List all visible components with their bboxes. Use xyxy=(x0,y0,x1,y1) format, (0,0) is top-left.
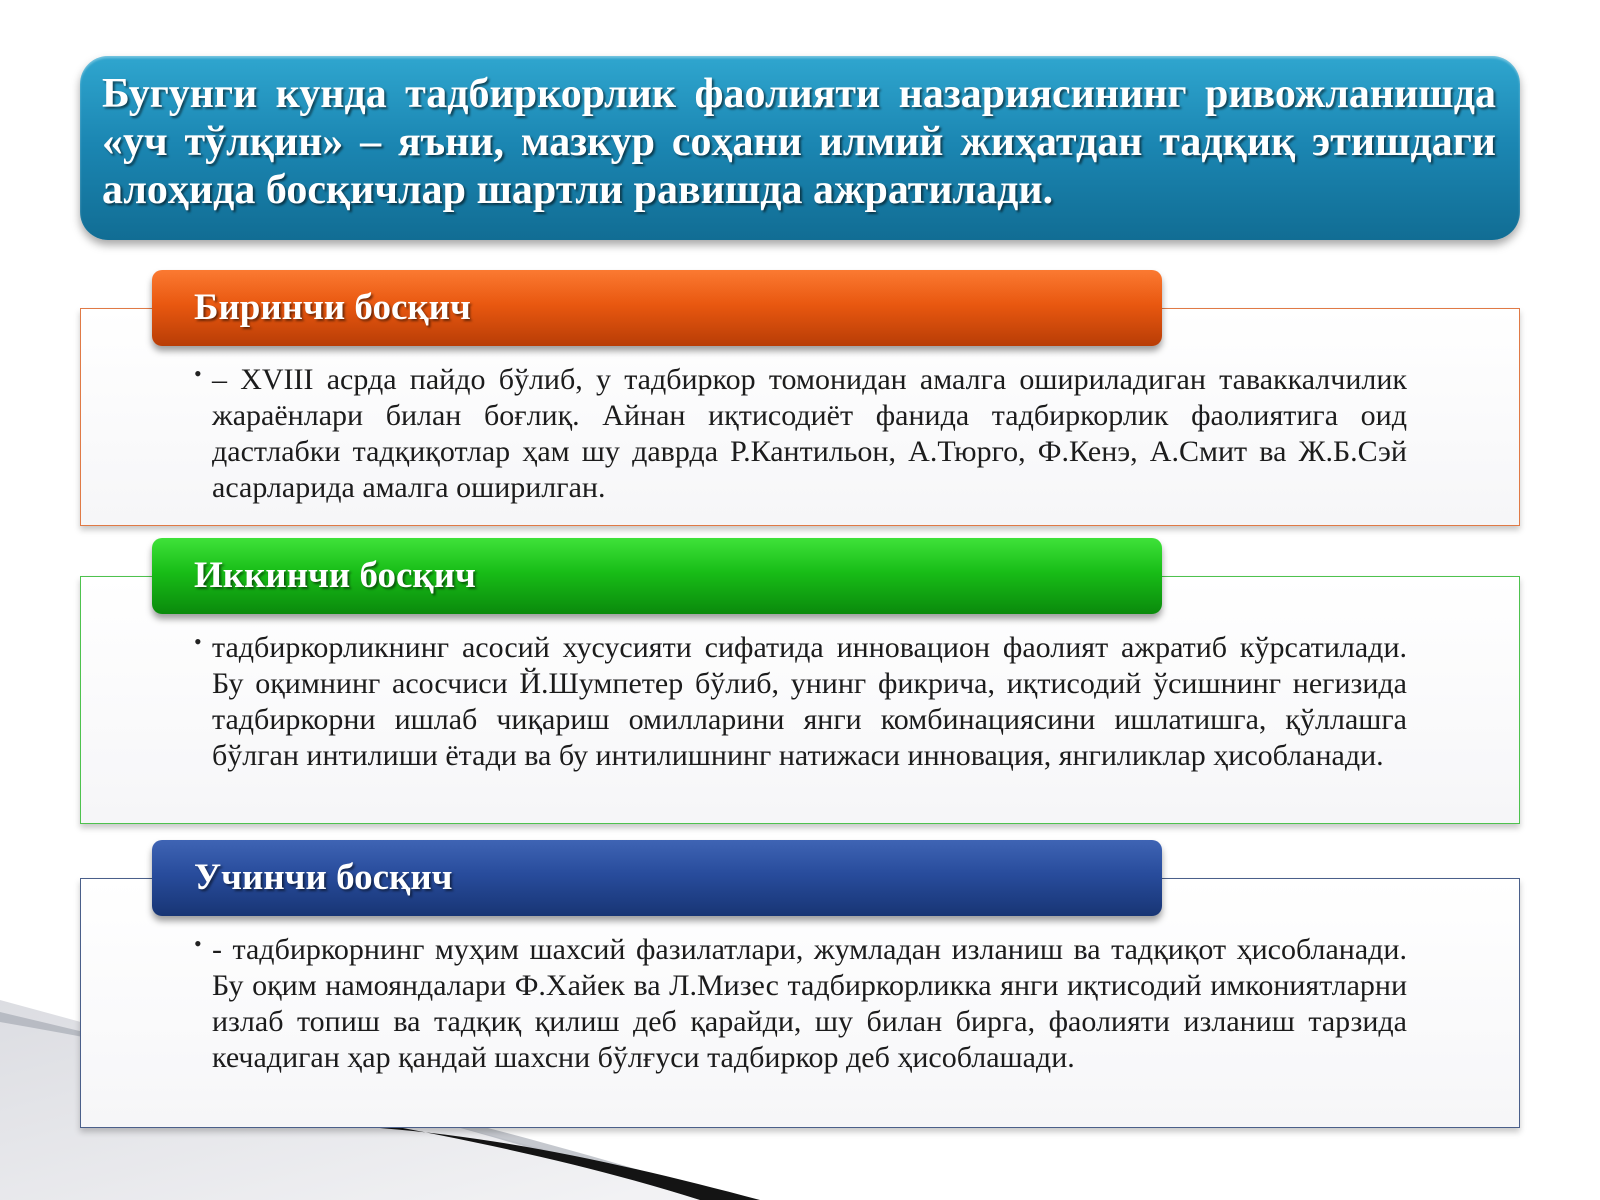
stage-2-title: Иккинчи босқич xyxy=(194,555,476,596)
stage-3-text: - тадбиркорнинг муҳим шахсий фазилатлари, жумладан изланиш ва тадқиқот ҳисобланади. Бу оқим намояндалари Ф.Хайек ва Л.Мизес тадбиркорликка янги иқтисодий имкониятларни излаб топиш ва тадқиқ қилиш деб қарайди, шу билан бирга, фаолияти изланиш тарзида кечадиган ҳар қандай шахсни бўлғуси тадбиркор деб ҳисоблашади. xyxy=(212,933,1407,1074)
stage-2-text: тадбиркорликнинг асосий хусусияти сифатида инновацион фаолият ажратиб кўрсатилади. Бу оқимнинг асосчиси Й.Шумпетер бўлиб, унинг фикрича, иқтисодий ўсишнинг негизида тадбиркорни ишлаб чиқариш омилларини янги комбинациясини ишлатишга, қўллашга бўлган интилиши ётади ва бу интилишнинг натижаси инновация, янгиликлар ҳисобланади. xyxy=(212,631,1407,772)
header-text: Бугунги кунда тадбиркорлик фаолияти назариясининг ривожланишда «уч тўлқин» – яъни, мазкур соҳани илмий жиҳатдан тадқиқ этишдаги алоҳида босқичлар шартли равишда ажратилади. xyxy=(102,71,1496,213)
bullet-icon: • xyxy=(194,931,202,956)
stage-1-text: – XVIII асрда пайдо бўлиб, у тадбиркор томонидан амалга ошириладиган таваккалчилик жараёнлари билан боғлиқ. Айнан иқтисодиёт фанида тадбиркорлик фаолиятига оид дастлабки тадқиқотлар ҳам шу даврда Р.Кантильон, А.Тюрго, Ф.Кенэ, А.Смит ва Ж.Б.Сэй асарларида амалга оширилган. xyxy=(212,363,1407,504)
stage-3-title: Учинчи босқич xyxy=(194,857,453,898)
stage-2-body xyxy=(194,629,1407,774)
stage-1-body xyxy=(194,361,1407,506)
bullet-icon: • xyxy=(194,629,202,654)
stage-1-title: Биринчи босқич xyxy=(194,287,471,328)
bullet-icon: • xyxy=(194,361,202,386)
stage-3-tab xyxy=(152,840,1162,916)
stage-2-tab xyxy=(152,538,1162,614)
header-banner xyxy=(80,56,1520,240)
stage-1-tab xyxy=(152,270,1162,346)
stage-3-body xyxy=(194,931,1407,1076)
